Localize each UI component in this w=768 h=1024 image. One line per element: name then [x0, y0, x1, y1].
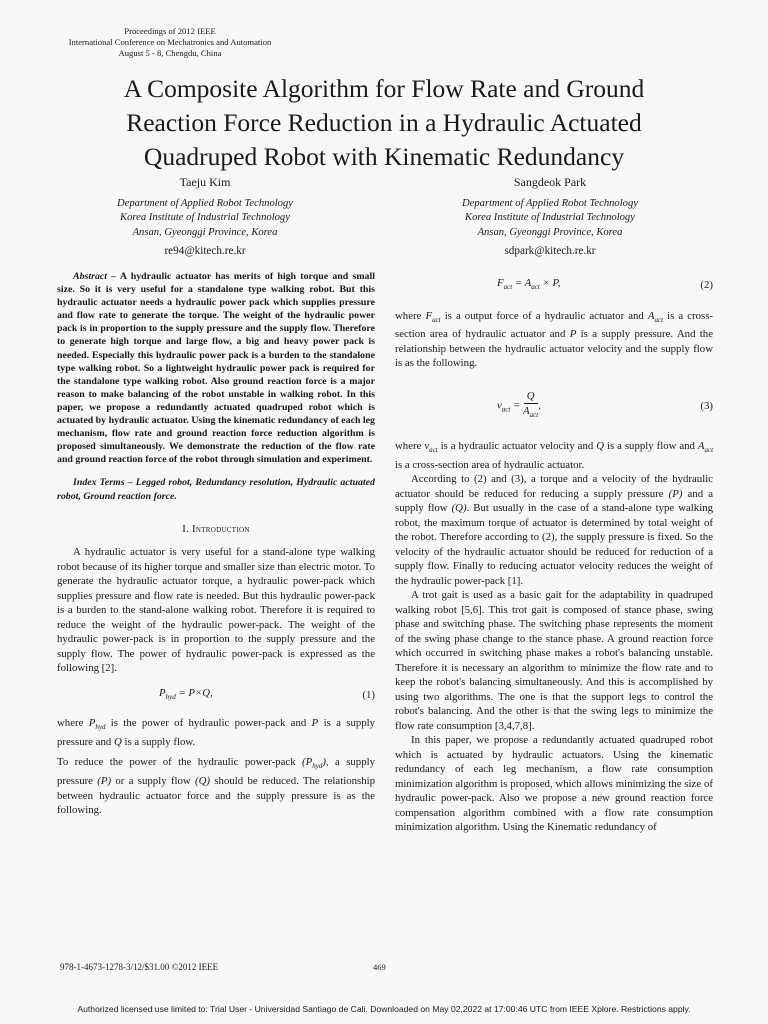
section-number: I.: [182, 523, 190, 535]
author-block-1: [40, 175, 370, 259]
math-symbol: P: [569, 328, 577, 341]
author-department: Department of Applied Robot Technology: [462, 197, 638, 209]
math-symbol: P: [311, 717, 319, 730]
author-location: Ansan, Gyeonggi Province, Korea: [477, 226, 623, 238]
equation-1-body: $P_{hyd} = P\times Q$,: [159, 686, 213, 701]
text-span: is a supply flow and: [606, 439, 695, 452]
fraction: [523, 389, 538, 423]
math-symbol: (Q): [451, 502, 467, 515]
math-symbol: $F_{act}$: [425, 309, 441, 324]
text-span: is a cross-section area of hydraulic actuator and: [395, 309, 713, 341]
paper-title: [40, 72, 728, 174]
math-symbol: Q: [113, 735, 122, 748]
intro-paragraph-3: [57, 755, 375, 817]
copyright-footer: 978-1-4673-1278-3/12/$31.00 ©2012 IEEE: [60, 962, 219, 972]
math-symbol: $P_{hyd}$: [88, 717, 106, 732]
math-symbol: Q: [596, 439, 605, 452]
text-span: is a hydraulic actuator velocity and: [440, 439, 594, 452]
author-name: Taeju Kim: [179, 175, 231, 189]
math-symbol: $(P_{hyd})$: [302, 756, 326, 771]
author-name: Sangdeok Park: [513, 175, 587, 189]
equation-1-number: (1): [362, 688, 375, 701]
equation-1: [57, 686, 375, 705]
equation-3-number: (3): [700, 399, 713, 412]
author-email: re94@kitech.re.kr: [164, 245, 246, 258]
intro-paragraph-2: [57, 716, 375, 749]
right-paragraph-5: In this paper, we propose a redundantly actuated quadruped robot which is actuated by hydraulic actuators. Using the kinematic redundancy of each leg mechanism, a flow rate consumption minimization algorithm is proposed, which allows minimizing the size of hydraulic power-pack. Also we propose a new ground reaction force compensation algorithm combined with a flow rate consumption minimization algorithm. Using the Kinematic redundancy of: [395, 734, 713, 834]
math-symbol: $A_{act}$: [697, 439, 714, 455]
section-title: Introduction: [192, 523, 250, 535]
proceedings-line: Proceedings of 2012 IEEE: [124, 26, 216, 36]
author-institution: Korea Institute of Industrial Technology: [120, 212, 290, 224]
text-span: where: [395, 439, 422, 452]
math-symbol: (P): [97, 775, 112, 788]
denominator: $A_{act}$: [523, 405, 539, 420]
license-notice: Authorized licensed use limited to: Trial User - Universidad Santiago de Cali. Downloaded on May 02,2022 at 17:00:46 UTC from IEEE Xplore. Restrictions apply.: [77, 1004, 691, 1014]
index-terms-label: Index Terms –: [73, 477, 133, 489]
intro-paragraph-1: A hydraulic actuator is very useful for a stand-alone type walking robot because of its higher torque and smaller size than electric motor. To generate the hydraulic actuator torque, a hydraulic power-pack which supplies pressure and flow rate is needed. But this hydraulic power-pack is a burden to the stand-alone walking robot. Therefore it is required to reduce the weight of the hydraulic power-pack. The weight of the hydraulic power-pack is in proportion to the supply pressure and the supply flow. The power of hydraulic power-pack is expressed as the following [2].: [57, 546, 375, 675]
equation-3: [395, 389, 713, 423]
text-span: . But usually in the case of a stand-alone type walking robot, the maximum torque of actuator is determined by total weight of the robot. Therefore according to (2), the supply pressure is fixed. So the velocity of the hydraulic actuator should be reduced for reduction of a supply flow. Finally to reducing actuator velocity reduces the weight of the hydraulic power-pack [1].: [395, 502, 713, 587]
abstract: [57, 270, 375, 466]
numerator: Q: [524, 389, 538, 405]
math-symbol: $A_{act}$: [647, 309, 664, 324]
text-span: , a supply pressure: [57, 756, 375, 788]
equation-3-body: $v_{act}$ = $\frac{Q}{A_{act}}$ ,: [497, 389, 541, 423]
equation-2-body: $F_{act} = A_{act} \times P$,: [497, 277, 561, 292]
proceedings-header: [40, 26, 300, 59]
page-number: 469: [373, 962, 386, 972]
math-symbol: (P): [668, 487, 683, 500]
date-location-line: August 5 - 8, Chengdu, China: [118, 48, 222, 58]
math-symbol: (Q): [195, 775, 211, 788]
title-line-1: A Composite Algorithm for Flow Rate and Ground: [123, 74, 645, 103]
text-span: is a cross-section area of hydraulic actuator.: [395, 458, 585, 471]
text-span: and a supply flow: [395, 487, 713, 515]
author-location: Ansan, Gyeonggi Province, Korea: [132, 226, 278, 238]
right-column: [395, 270, 713, 835]
author-department: Department of Applied Robot Technology: [117, 197, 293, 209]
text-span: where: [57, 717, 84, 730]
right-paragraph-3: [395, 472, 713, 588]
index-terms-text: Legged robot, Redundancy resolution, Hydraulic actuated robot, Ground reaction force.: [57, 477, 375, 502]
text-span: To reduce the power of the hydraulic power-pack: [57, 756, 296, 769]
right-paragraph-4: A trot gait is used as a basic gait for the adaptability in quadruped walking robot [5,6]. This trot gait is composed of stance phase, swing phase and switching phase. The switching phase represents the moment of the swing phase change to the stance phase. A ground reaction force which occurred in switching phase makes a robot's balancing unstable. Therefore it is necessary an algorithm to minimize the flow rate and to keep the robot's balancing simultaneously. And this is accomplished by using two algorithms. The one is that the support legs to control the robot's balancing. And the other is that the swing legs to minimize the flow rate consumption [3,4,7,8].: [395, 589, 713, 732]
title-line-3: Quadruped Robot with Kinematic Redundancy: [143, 142, 625, 171]
right-paragraph-2: [395, 439, 713, 472]
abstract-text: A hydraulic actuator has merits of high torque and small size. So it is very useful for a standalone type walking robot. But this hydraulic actuator needs a hydraulic power pack which supplies pressure and flow rate to generate the torque. The weight of the hydraulic power pack is in proportion to the supply pressure and the supply flow. Therefore to generate high torque and large flow, a big and heavy power pack is needed. Especially this hydraulic power pack is a burden to the standalone type walking robot. So a lightweight hydraulic power pack is required for the standalone type walking robot. Also ground reaction force is a major reason to make balancing of the robot unstable in walking robot. In this paper, we propose a redundantly actuated quadruped robot which is actuated by hydraulic actuator. Using the kinematic redundancy of each leg mechanism, flow rate and ground reaction force reduction algorithm is proposed simultaneously. We demonstrate the reduction of the flow rate and ground reaction force of the robot through simulation and experiment.: [57, 271, 375, 466]
math-symbol: $v_{act}$: [424, 439, 438, 455]
right-paragraph-1: [395, 309, 713, 371]
text-span: or a supply flow: [115, 775, 191, 788]
text-span: is a supply pressure. And the relationship between the hydraulic actuator velocity and the supply flow is as the following.: [395, 328, 713, 370]
text-span: According to (2) and (3), a torque and a velocity of the hydraulic actuator should be reduced for reducing a supply pressure: [395, 473, 713, 500]
text-span: is a output force of a hydraulic actuator and: [444, 309, 644, 322]
text-span: should be reduced. The relationship between hydraulic actuator force and the supply pressure is as the following.: [57, 775, 375, 817]
text-span: is a supply flow.: [124, 735, 196, 748]
text-span: where: [395, 309, 422, 322]
section-heading: [57, 523, 375, 538]
author-block-2: [385, 175, 715, 259]
conference-line: International Conference on Mechatronics and Automation: [68, 37, 272, 47]
text-span: is a supply pressure and: [57, 717, 376, 748]
abstract-label: Abstract –: [73, 271, 117, 282]
equation-2-number: (2): [700, 279, 713, 292]
title-line-2: Reaction Force Reduction in a Hydraulic Actuated: [126, 108, 642, 137]
text-span: is the power of hydraulic power-pack and: [110, 717, 307, 730]
index-terms: [57, 476, 375, 502]
author-email: sdpark@kitech.re.kr: [504, 245, 596, 258]
left-column: [57, 270, 375, 818]
equation-2: [395, 276, 713, 295]
author-institution: Korea Institute of Industrial Technology: [465, 212, 635, 224]
